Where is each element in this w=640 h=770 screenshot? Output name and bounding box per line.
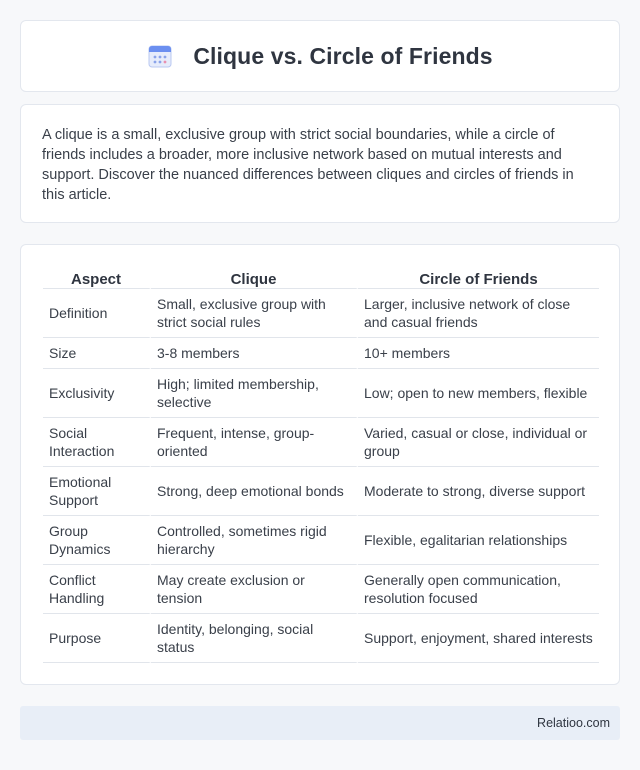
table-row bbox=[43, 565, 599, 614]
aspect-cell: Size bbox=[43, 338, 151, 369]
clique-cell: Controlled, sometimes rigid hierarchy bbox=[151, 516, 358, 565]
comparison-card bbox=[20, 244, 620, 685]
table-row bbox=[43, 467, 599, 516]
circle-cell: 10+ members bbox=[358, 338, 599, 369]
table-header-row bbox=[43, 265, 599, 289]
footer-bar bbox=[20, 706, 620, 740]
header-clique: Clique bbox=[151, 265, 358, 289]
title-card bbox=[20, 20, 620, 92]
aspect-cell: Group Dynamics bbox=[43, 516, 151, 565]
aspect-cell: Definition bbox=[43, 289, 151, 338]
circle-cell: Support, enjoyment, shared interests bbox=[358, 614, 599, 663]
clique-cell: May create exclusion or tension bbox=[151, 565, 358, 614]
calendar-icon bbox=[147, 43, 173, 69]
clique-cell: 3-8 members bbox=[151, 338, 358, 369]
clique-cell: High; limited membership, selective bbox=[151, 369, 358, 418]
table-row bbox=[43, 369, 599, 418]
circle-cell: Generally open communication, resolution focused bbox=[358, 565, 599, 614]
table-row bbox=[43, 338, 599, 369]
clique-cell: Frequent, intense, group-oriented bbox=[151, 418, 358, 467]
circle-cell: Larger, inclusive network of close and casual friends bbox=[358, 289, 599, 338]
clique-cell: Identity, belonging, social status bbox=[151, 614, 358, 663]
aspect-cell: Conflict Handling bbox=[43, 565, 151, 614]
header-aspect: Aspect bbox=[43, 265, 151, 289]
table-row bbox=[43, 289, 599, 338]
intro-card bbox=[20, 104, 620, 223]
table-row bbox=[43, 516, 599, 565]
footer-brand: Relatioo.com bbox=[537, 716, 610, 730]
intro-paragraph: A clique is a small, exclusive group with strict social boundaries, while a circle of friends includes a broader, more inclusive network based on mutual interests and support. Discover the nuanced differences between cliques and circles of friends in this article. bbox=[42, 127, 574, 203]
table-row bbox=[43, 418, 599, 467]
circle-cell: Low; open to new members, flexible bbox=[358, 369, 599, 418]
table-row bbox=[43, 614, 599, 663]
clique-cell: Small, exclusive group with strict social rules bbox=[151, 289, 358, 338]
circle-cell: Moderate to strong, diverse support bbox=[358, 467, 599, 516]
aspect-cell: Emotional Support bbox=[43, 467, 151, 516]
circle-cell: Flexible, egalitarian relationships bbox=[358, 516, 599, 565]
aspect-cell: Purpose bbox=[43, 614, 151, 663]
header-circle-of-friends: Circle of Friends bbox=[358, 265, 599, 289]
circle-cell: Varied, casual or close, individual or group bbox=[358, 418, 599, 467]
aspect-cell: Social Interaction bbox=[43, 418, 151, 467]
clique-cell: Strong, deep emotional bonds bbox=[151, 467, 358, 516]
aspect-cell: Exclusivity bbox=[43, 369, 151, 418]
page-title: Clique vs. Circle of Friends bbox=[193, 42, 493, 69]
comparison-table bbox=[43, 265, 599, 663]
